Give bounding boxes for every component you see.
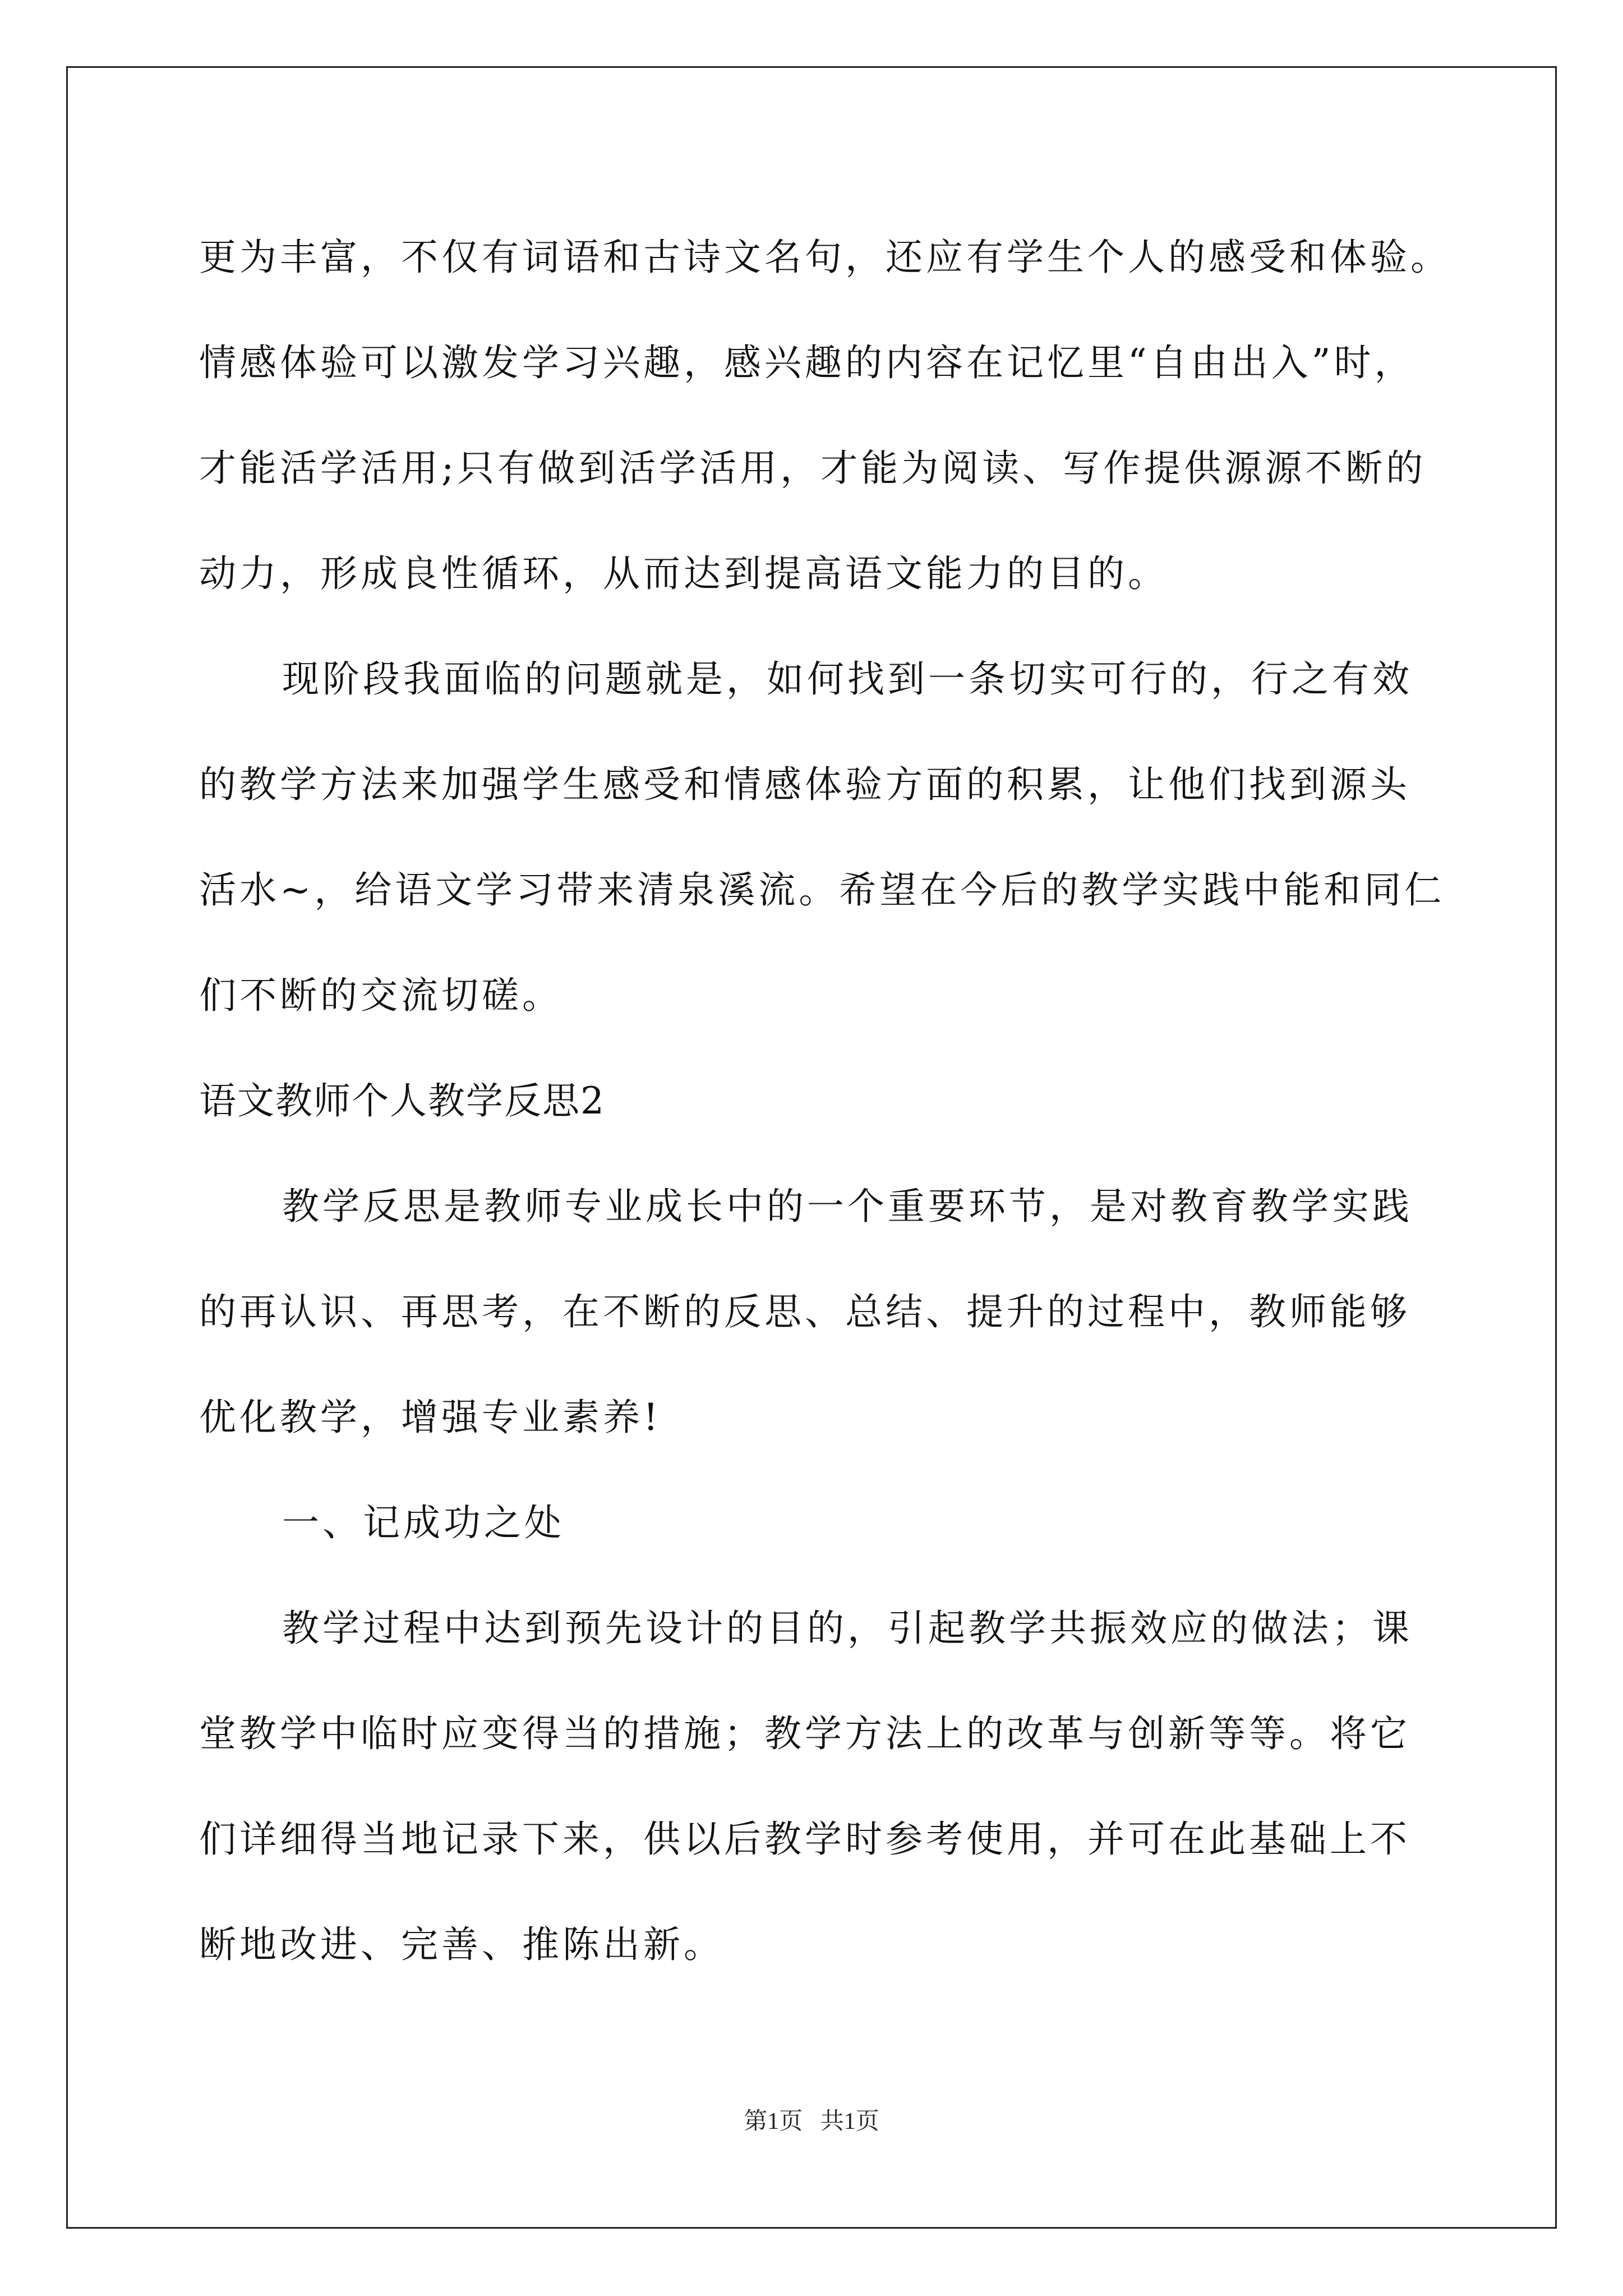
text-line-12: 优化教学，增强专业素养! bbox=[199, 1396, 662, 1439]
document-body bbox=[199, 205, 1451, 1998]
text-line-7: 活水~，给语文学习带来清泉溪流。希望在今后的教学实践中能和同仁 bbox=[199, 868, 1445, 912]
text-line-16: 们详细得当地记录下来，供以后教学时参考使用，并可在此基础上不 bbox=[199, 1818, 1410, 1861]
text-line-3: 才能活学活用;只有做到活学活用，才能为阅读、写作提供源源不断的 bbox=[199, 447, 1427, 490]
text-line-5: 现阶段我面临的问题就是，如何找到一条切实可行的，行之有效 bbox=[282, 657, 1413, 701]
section-heading: 语文教师个人教学反思2 bbox=[199, 1079, 605, 1122]
text-line-2: 情感体验可以激发学习兴趣，感兴趣的内容在记忆里“自由出入”时， bbox=[199, 341, 1415, 384]
text-line-4: 动力，形成良性循环，从而达到提高语文能力的目的。 bbox=[199, 552, 1168, 595]
subsection-heading: 一、记成功之处 bbox=[282, 1501, 565, 1544]
text-line-17: 断地改进、完善、推陈出新。 bbox=[199, 1923, 724, 1966]
text-line-14: 教学过程中达到预先设计的目的，引起教学共振效应的做法；课 bbox=[282, 1607, 1413, 1650]
text-line-6: 的教学方法来加强学生感受和情感体验方面的积累，让他们找到源头 bbox=[199, 763, 1410, 806]
text-line-15: 堂教学中临时应变得当的措施；教学方法上的改革与创新等等。将它 bbox=[199, 1712, 1410, 1755]
text-line-8: 们不断的交流切磋。 bbox=[199, 974, 562, 1017]
page-footer: 第1页 共1页 bbox=[744, 2109, 879, 2134]
text-line-1: 更为丰富，不仅有词语和古诗文名句，还应有学生个人的感受和体验。 bbox=[199, 236, 1451, 279]
text-line-11: 的再认识、再思考，在不断的反思、总结、提升的过程中，教师能够 bbox=[199, 1290, 1410, 1333]
text-line-10: 教学反思是教师专业成长中的一个重要环节，是对教育教学实践 bbox=[282, 1185, 1413, 1228]
